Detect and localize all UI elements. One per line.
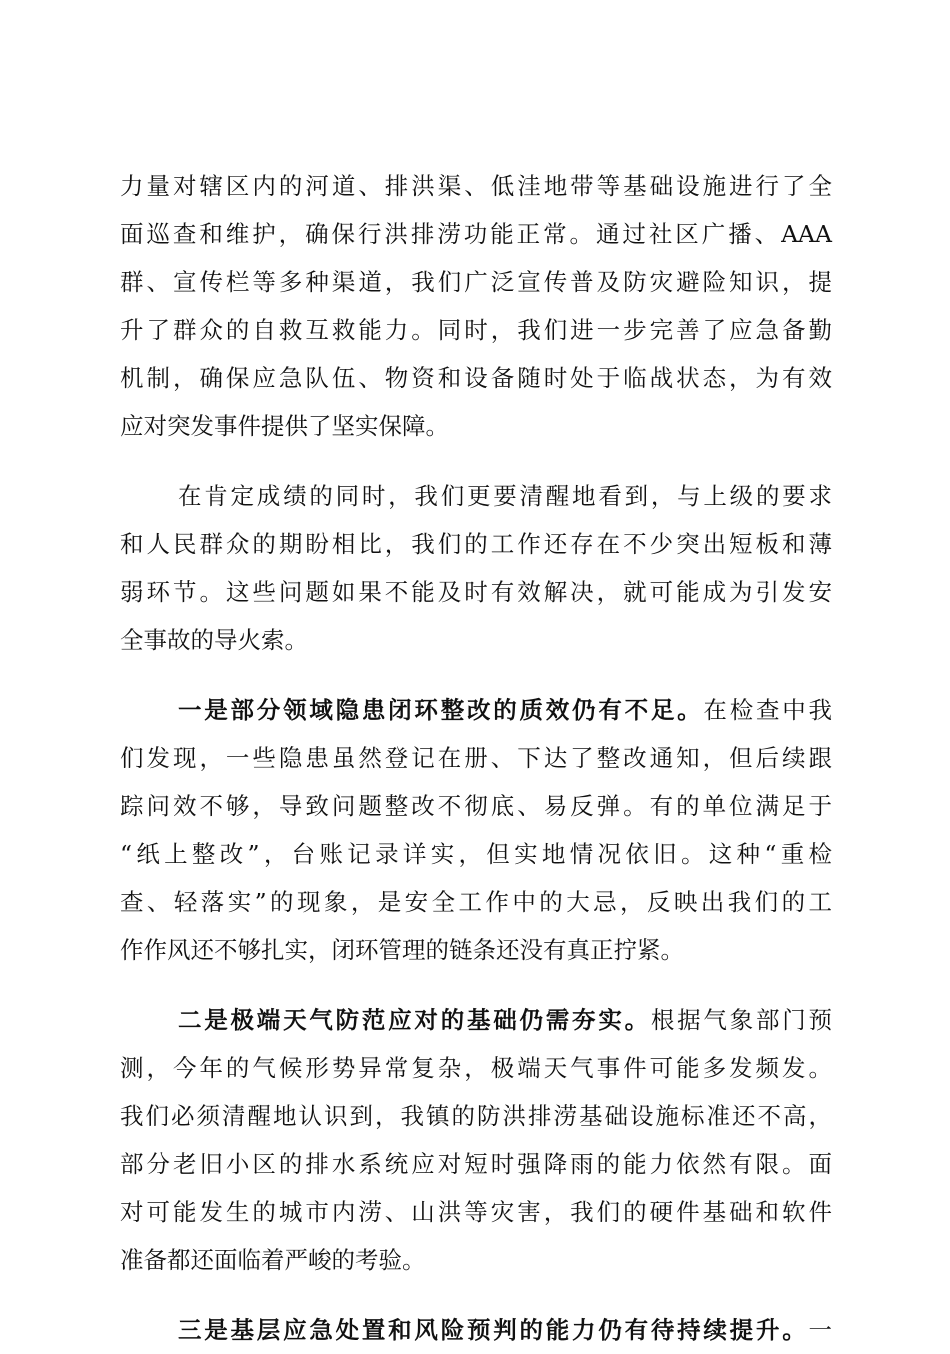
document-body [120, 162, 832, 1354]
paragraph-line: 升了群众的自救互救能力。同时，我们进一步完善了应急备勤 [120, 316, 832, 344]
paragraph-text: 一 [808, 1316, 832, 1344]
paragraph-heading: 二是极端天气防范应对的基础仍需夯实。 [178, 1006, 651, 1034]
paragraph-line: 全事故的导火索。 [120, 626, 308, 654]
paragraph-line: 准备都还面临着严峻的考验。 [120, 1246, 426, 1274]
paragraph-1 [120, 162, 832, 450]
paragraph-line: 在肯定成绩的同时，我们更要清醒地看到，与上级的要求 [178, 482, 832, 510]
paragraph-line: 对可能发生的城市内涝、山洪等灾害，我们的硬件基础和软件 [120, 1198, 832, 1226]
paragraph-text: 根据气象部门预 [650, 1006, 832, 1034]
paragraph-line: 踪问效不够，导致问题整改不彻底、易反弹。有的单位满足于 [120, 792, 832, 820]
paragraph-line: 力量对辖区内的河道、排洪渠、低洼地带等基础设施进行了全 [120, 172, 832, 200]
paragraph-line: 作作风还不够扎实，闭环管理的链条还没有真正拧紧。 [120, 936, 684, 964]
paragraph-line: 测，今年的气候形势异常复杂，极端天气事件可能多发频发。 [120, 1054, 832, 1082]
paragraph-4 [120, 996, 832, 1284]
paragraph-line: 面巡查和维护，确保行洪排涝功能正常。通过社区广播、AAA [120, 220, 832, 248]
paragraph-line: 我们必须清醒地认识到，我镇的防洪排涝基础设施标准还不高， [120, 1102, 832, 1130]
paragraph-line: 群、宣传栏等多种渠道，我们广泛宣传普及防灾避险知识，提 [120, 268, 832, 296]
paragraph-line: 和人民群众的期盼相比，我们的工作还存在不少突出短板和薄 [120, 530, 832, 558]
paragraph-first-line [120, 686, 832, 734]
paragraph-5 [120, 1306, 832, 1354]
paragraph-line: 查、轻落实”的现象，是安全工作中的大忌，反映出我们的工 [120, 888, 832, 916]
paragraph-text: 在检查中我 [703, 696, 833, 724]
paragraph-2 [120, 472, 832, 664]
paragraph-3 [120, 686, 832, 974]
paragraph-first-line [120, 996, 832, 1044]
paragraph-heading: 三是基层应急处置和风险预判的能力仍有待持续提升。 [178, 1316, 809, 1344]
paragraph-line: 弱环节。这些问题如果不能及时有效解决，就可能成为引发安 [120, 578, 832, 606]
paragraph-line: 们发现，一些隐患虽然登记在册、下达了整改通知，但后续跟 [120, 744, 832, 772]
paragraph-line: “纸上整改”，台账记录详实，但实地情况依旧。这种“重检 [120, 840, 832, 868]
paragraph-line: 应对突发事件提供了坚实保障。 [120, 412, 449, 440]
paragraph-line: 机制，确保应急队伍、物资和设备随时处于临战状态，为有效 [120, 364, 832, 392]
paragraph-heading: 一是部分领域隐患闭环整改的质效仍有不足。 [178, 696, 704, 724]
paragraph-line: 部分老旧小区的排水系统应对短时强降雨的能力依然有限。面 [120, 1150, 832, 1178]
paragraph-first-line [120, 1306, 832, 1354]
